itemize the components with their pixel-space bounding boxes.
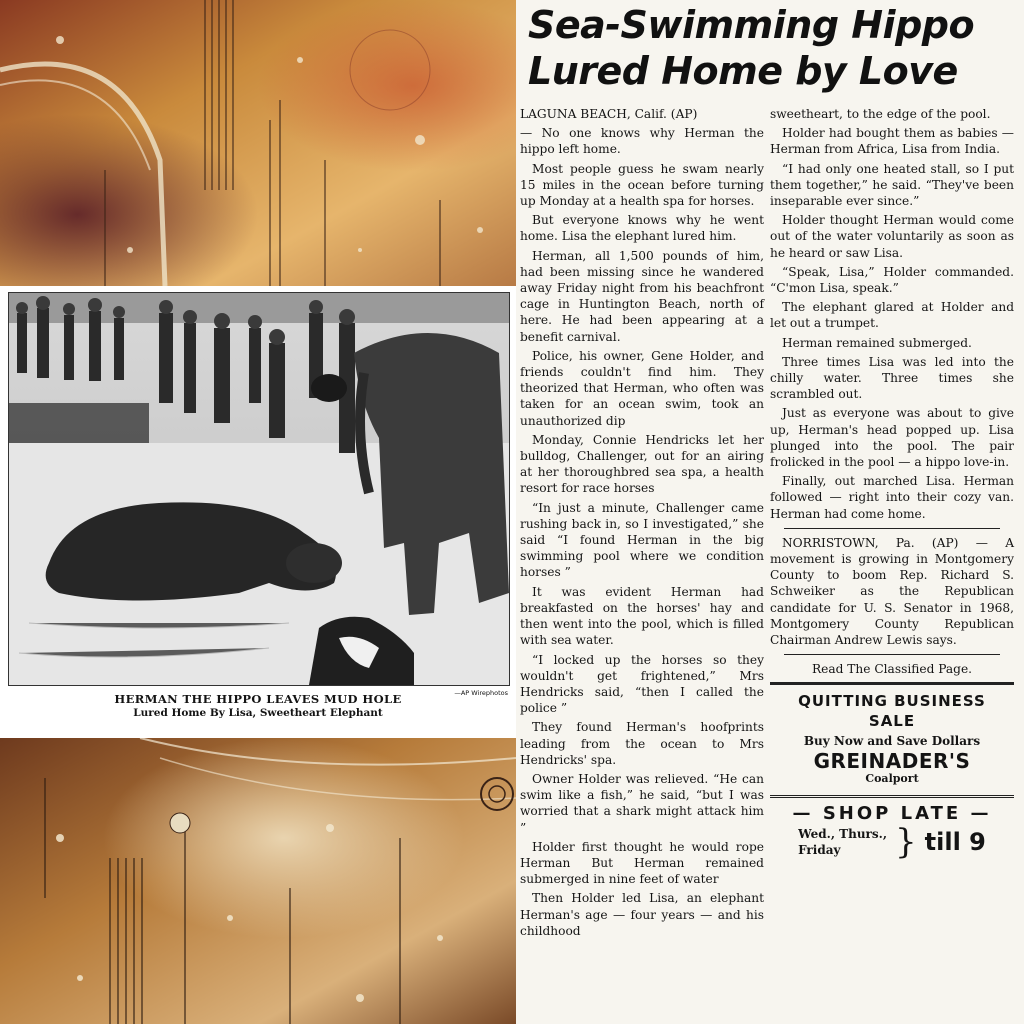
article-paragraph: “I locked up the horses so they wouldn't get frightened,” Mrs Hendricks said, “then I called the police ” bbox=[520, 652, 764, 716]
article-paragraph: Herman remained submerged. bbox=[782, 335, 972, 350]
article-paragraph: “In just a minute, Challenger came rushing back in, so I investigated,” she said “I found Herman in the big swimming pool where we condition horses ” bbox=[520, 500, 764, 580]
article-column-left bbox=[520, 106, 764, 942]
quitting-business-ad bbox=[770, 682, 1014, 788]
article-paragraph: It was evident Herman had breakfasted on the horses' hay and then went into the pool, which is filled with sea water. bbox=[520, 584, 764, 648]
shop-days bbox=[798, 826, 887, 858]
article-headline bbox=[528, 2, 1018, 94]
shop-late-headline: — SHOP LATE — bbox=[792, 803, 992, 825]
caption-subheadline: Lured Home By Lisa, Sweetheart Elephant bbox=[133, 707, 383, 719]
photo-caption bbox=[0, 686, 516, 734]
ad-town: Coalport bbox=[865, 771, 919, 785]
brief-dateline: NORRISTOWN, Pa. (AP) — bbox=[782, 535, 988, 550]
ad-title-line-2: SALE bbox=[868, 711, 916, 730]
caption-headline: HERMAN THE HIPPO LEAVES MUD HOLE bbox=[114, 692, 402, 706]
article-paragraph: Holder had bought them as babies — Herman from Africa, Lisa from India. bbox=[770, 126, 1014, 157]
article-paragraph: But everyone knows why he went home. Lisa the elephant lured him. bbox=[520, 213, 764, 244]
classified-notice: Read The Classified Page. bbox=[811, 662, 973, 677]
brief-text: A movement is growing in Montgomery County to boom Rep. Richard S. Schweiker as the Republican candidate for U. S. Senator in 1968, Montgomery County Republican Chairman Andrew Lewis says. bbox=[770, 535, 1014, 648]
shop-hours bbox=[770, 822, 1014, 863]
news-photo-block bbox=[0, 286, 516, 738]
newspaper-article bbox=[516, 0, 1024, 1024]
article-paragraph: Herman, all 1,500 pounds of him, had been missing since he wandered away Friday night from his beachfront cage in Huntington Beach, north of here. He had been appearing at a benefit carnival. bbox=[520, 248, 764, 344]
article-dateline: LAGUNA BEACH, Calif. (AP) bbox=[520, 107, 698, 121]
article-paragraph: Finally, out marched Lisa. Herman followed — right into their cozy van. Herman had come home. bbox=[770, 474, 1014, 521]
shop-days-line-1: Wed., Thurs., bbox=[798, 827, 887, 842]
abstract-art-top bbox=[0, 0, 516, 286]
article-paragraph: Three times Lisa was led into the chilly water. Three times she scrambled out. bbox=[770, 354, 1014, 402]
article-paragraph: — No one knows why Herman the hippo left home. bbox=[520, 126, 764, 157]
divider bbox=[784, 528, 1000, 529]
brace-glyph: } bbox=[895, 822, 917, 863]
article-paragraph: Holder first thought he would rope Herman But Herman remained submerged in nine feet of water bbox=[520, 839, 764, 887]
headline-line-1: Sea-Swimming Hippo bbox=[528, 3, 975, 47]
photo-credit: —AP Wirephotos bbox=[454, 689, 508, 697]
ad-tagline: Buy Now and Save Dollars bbox=[803, 733, 981, 748]
article-paragraph: sweetheart, to the edge of the pool. bbox=[770, 107, 991, 121]
article-paragraph: Owner Holder was relieved. “He can swim like a fish,” he said, “but I was worried that a shark might attack him ” bbox=[520, 771, 764, 835]
article-paragraph: Then Holder led Lisa, an elephant Herman's age — four years — and his childhood bbox=[520, 891, 764, 938]
ad-store-name: GREINADER'S bbox=[813, 748, 971, 773]
divider bbox=[770, 795, 1014, 798]
article-paragraph: Most people guess he swam nearly 15 miles in the ocean before turning up Monday at a health spa for horses. bbox=[520, 161, 764, 209]
article-paragraph: The elephant glared at Holder and let out a trumpet. bbox=[770, 300, 1014, 331]
article-paragraph: Just as everyone was about to give up, Herman's head popped up. Lisa plunged into the pool. The pair frolicked in the pool — a hippo love-in. bbox=[770, 406, 1014, 470]
shop-time: till 9 bbox=[924, 828, 986, 857]
article-paragraph: “I had only one heated stall, so I put them together,” he said. “They've been inseparable ever since.” bbox=[770, 161, 1014, 209]
news-brief bbox=[770, 535, 1014, 648]
ad-title bbox=[770, 691, 1014, 731]
article-paragraph: Holder thought Herman would come out of the water voluntarily as soon as he heard or saw Lisa. bbox=[770, 213, 1014, 260]
abstract-art-bottom bbox=[0, 738, 516, 1024]
article-paragraph: “Speak, Lisa,” Holder commanded. “C'mon Lisa, speak.” bbox=[770, 264, 1014, 296]
news-photo bbox=[8, 292, 510, 686]
article-column-right bbox=[770, 106, 1014, 863]
divider bbox=[784, 654, 1000, 655]
shop-days-line-2: Friday bbox=[798, 843, 841, 858]
article-paragraph: Police, his owner, Gene Holder, and friends couldn't find him. They theorized that Herman, who often was taken for an ocean swim, took an unauthorized dip bbox=[520, 348, 764, 428]
article-paragraph: Monday, Connie Hendricks let her bulldog, Challenger, out for an airing at her thoroughbred sea spa, a health resort for race horses bbox=[520, 432, 764, 496]
article-paragraph: They found Herman's hoofprints leading from the ocean to Mrs Hendricks' spa. bbox=[520, 720, 764, 767]
ad-title-line-1: QUITTING BUSINESS bbox=[798, 691, 986, 710]
headline-line-2: Lured Home by Love bbox=[528, 49, 958, 93]
